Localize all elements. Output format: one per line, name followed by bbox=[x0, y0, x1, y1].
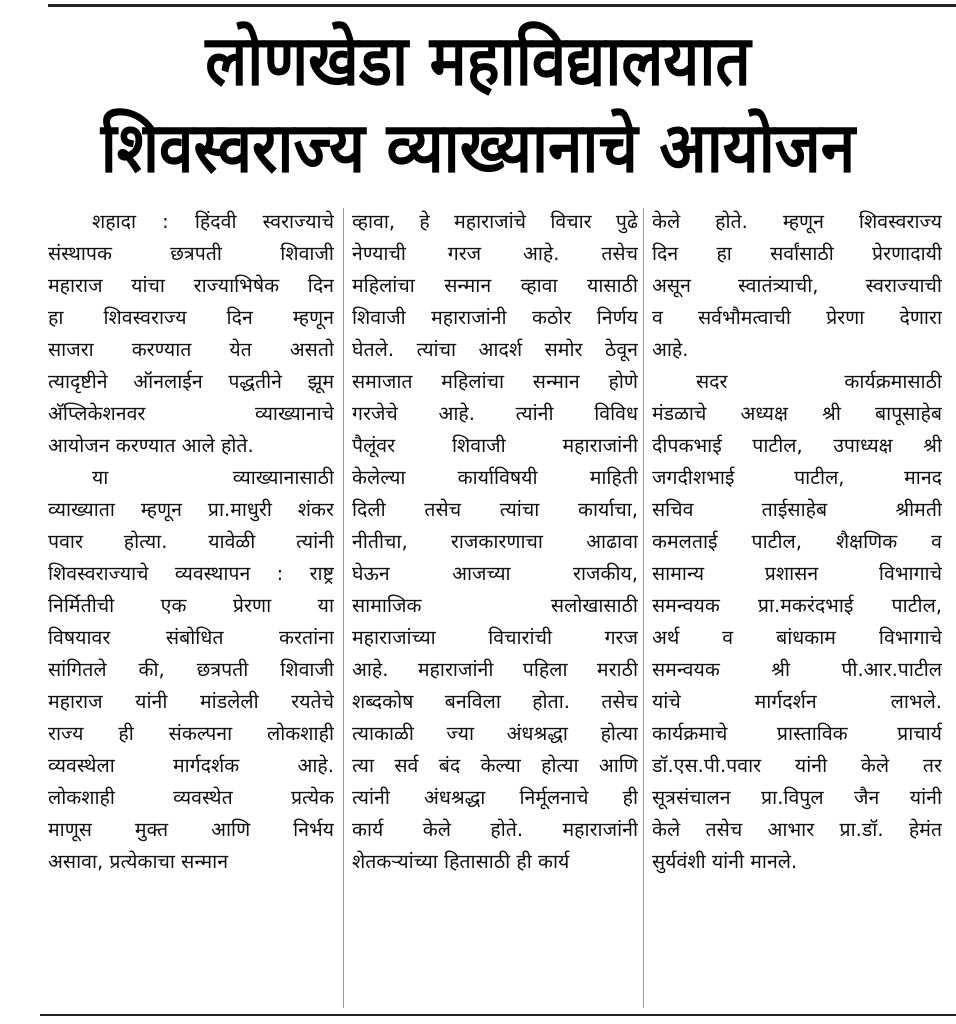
text-line: डॉ.एस.पी.पवार यांनी केले तर bbox=[652, 754, 942, 777]
text-line: दीपकभाई पाटील, उपाध्यक्ष श्री bbox=[652, 434, 942, 457]
text-line: दिन हा सर्वांसाठी प्रेरणादायी bbox=[652, 242, 942, 265]
text-line: यांचे मार्गदर्शन लाभले. bbox=[652, 690, 942, 713]
bottom-rule bbox=[40, 1014, 956, 1016]
text-line: घेऊन आजच्या राजकीय, bbox=[352, 562, 638, 585]
text-line: शेतकऱ्यांच्या हितासाठी ही कार्य bbox=[352, 850, 570, 873]
top-rule bbox=[48, 4, 956, 7]
article-body bbox=[48, 206, 942, 1014]
text-line: केले होते. म्हणून शिवस्वराज्य bbox=[652, 210, 942, 233]
text-line: निर्मितीची एक प्रेरणा या bbox=[48, 594, 334, 617]
text-line: माणूस मुक्त आणि निर्भय bbox=[48, 818, 334, 841]
text-line: शिवस्वराज्याचे व्यवस्थापन : राष्ट्र bbox=[48, 562, 334, 585]
text-line: अ‍ॅप्लिकेशनवर व्याख्यानाचे bbox=[48, 402, 334, 425]
text-line: सुर्यवंशी यांनी मानले. bbox=[652, 850, 798, 873]
article-column-2 bbox=[352, 206, 638, 878]
text-line: सामाजिक सलोखासाठी bbox=[352, 594, 638, 617]
text-line: व्हावा, हे महाराजांचे विचार पुढे bbox=[352, 210, 638, 233]
text-line: समन्वयक श्री पी.आर.पाटील bbox=[652, 658, 942, 681]
text-line: शब्दकोष बनविला होता. तसेच bbox=[352, 690, 638, 713]
text-line: असावा, प्रत्येकाचा सन्मान bbox=[48, 850, 229, 873]
text-line: कमलताई पाटील, शैक्षणिक व bbox=[652, 530, 942, 553]
text-line: संस्थापक छत्रपती शिवाजी bbox=[48, 242, 334, 265]
article-column-3 bbox=[652, 206, 942, 878]
text-line: आहे. महाराजांनी पहिला मराठी bbox=[352, 658, 638, 681]
text-line: या व्याख्यानासाठी bbox=[92, 466, 334, 489]
text-line: लोकशाही व्यवस्थेत प्रत्येक bbox=[48, 786, 334, 809]
text-line: पैलूंवर शिवाजी महाराजांनी bbox=[352, 434, 638, 457]
text-line: शहादा : हिंदवी स्वराज्याचे bbox=[92, 210, 334, 233]
text-line: सचिव ताईसाहेब श्रीमती bbox=[652, 498, 942, 521]
text-line: केले तसेच आभार प्रा.डॉ. हेमंत bbox=[652, 818, 942, 841]
headline bbox=[0, 20, 956, 194]
text-line: अर्थ व बांधकाम विभागाचे bbox=[652, 626, 942, 649]
text-line: कार्यक्रमाचे प्रास्ताविक प्राचार्य bbox=[652, 722, 942, 745]
text-line: समन्वयक प्रा.मकरंदभाई पाटील, bbox=[652, 594, 942, 617]
text-line: दिली तसेच त्यांचा कार्याचा, bbox=[352, 498, 638, 521]
headline-line-2: शिवस्वराज्य व्याख्यानाचे आयोजन bbox=[100, 106, 856, 189]
text-line: महाराज यांनी मांडलेली रयतेचे bbox=[48, 690, 334, 713]
text-line: नीतीचा, राजकारणाचा आढावा bbox=[352, 530, 638, 553]
text-line: कार्य केले होते. महाराजांनी bbox=[352, 818, 638, 841]
text-line: विषयावर संबोधित करतांना bbox=[48, 626, 334, 649]
text-line: महाराज यांचा राज्याभिषेक दिन bbox=[48, 274, 334, 297]
text-line: गरजेचे आहे. त्यांनी विविध bbox=[352, 402, 638, 425]
text-line: त्यांनी अंधश्रद्धा निर्मूलनाचे ही bbox=[352, 786, 638, 809]
text-line: महाराजांच्या विचारांची गरज bbox=[352, 626, 638, 649]
text-line: सूत्रसंचालन प्रा.विपुल जैन यांनी bbox=[652, 786, 942, 809]
text-line: त्यादृष्टीने ऑनलाईन पद्धतीने झूम bbox=[48, 370, 334, 393]
text-line: आहे. bbox=[652, 338, 689, 361]
text-line: असून स्वातंत्र्याची, स्वराज्याची bbox=[652, 274, 942, 297]
text-line: शिवाजी महाराजांनी कठोर निर्णय bbox=[352, 306, 638, 329]
headline-line-1: लोणखेडा महाविद्यालयात bbox=[205, 19, 751, 102]
text-line: समाजात महिलांचा सन्मान होणे bbox=[352, 370, 638, 393]
text-line: केलेल्या कार्याविषयी माहिती bbox=[352, 466, 638, 489]
text-line: त्या सर्व बंद केल्या होत्या आणि bbox=[352, 754, 638, 777]
text-line: आयोजन करण्यात आले होते. bbox=[48, 434, 254, 457]
article-column-1 bbox=[48, 206, 334, 878]
text-line: हा शिवस्वराज्य दिन म्हणून bbox=[48, 306, 334, 329]
text-line: व्यवस्थेला मार्गदर्शक आहे. bbox=[48, 754, 334, 777]
text-line: सांगितले की, छत्रपती शिवाजी bbox=[48, 658, 334, 681]
text-line: पवार होत्या. यावेळी त्यांनी bbox=[48, 530, 334, 553]
text-line: राज्य ही संकल्पना लोकशाही bbox=[48, 722, 334, 745]
text-line: व्याख्याता म्हणून प्रा.माधुरी शंकर bbox=[48, 498, 334, 521]
text-line: साजरा करण्यात येत असतो bbox=[48, 338, 334, 361]
text-line: सदर कार्यक्रमासाठी bbox=[696, 370, 942, 393]
text-line: सामान्य प्रशासन विभागाचे bbox=[652, 562, 942, 585]
text-line: जगदीशभाई पाटील, मानद bbox=[652, 466, 942, 489]
text-line: त्याकाळी ज्या अंधश्रद्धा होत्या bbox=[352, 722, 638, 745]
text-line: मंडळाचे अध्यक्ष श्री बापूसाहेब bbox=[652, 402, 942, 425]
text-line: महिलांचा सन्मान व्हावा यासाठी bbox=[352, 274, 638, 297]
text-line: घेतले. त्यांचा आदर्श समोर ठेवून bbox=[352, 338, 638, 361]
text-line: व सर्वभौमत्वाची प्रेरणा देणारा bbox=[652, 306, 942, 329]
text-line: नेण्याची गरज आहे. तसेच bbox=[352, 242, 638, 265]
